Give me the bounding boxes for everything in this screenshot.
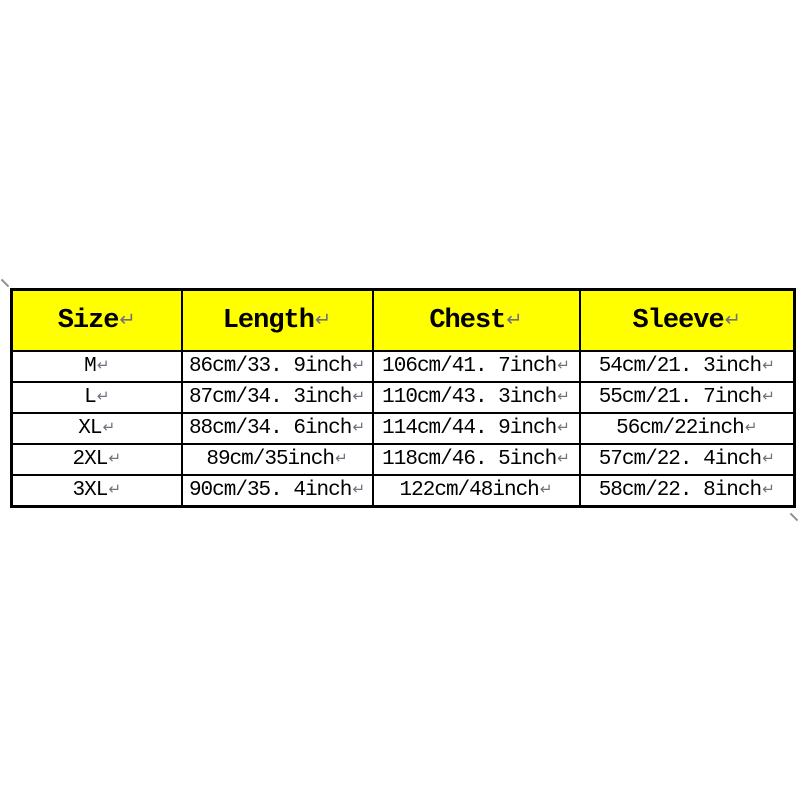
return-mark-icon: ↵ (557, 418, 570, 436)
cell-chest (373, 444, 580, 475)
return-mark-icon: ↵ (762, 356, 775, 374)
cell-text: 122cm/48inch (399, 479, 539, 502)
cell-text: Sleeve (632, 305, 724, 336)
cell-length (182, 475, 373, 507)
cell-size (12, 475, 182, 507)
cell-length (182, 382, 373, 413)
cell-text: 114cm/44. 9inch (382, 417, 557, 440)
return-mark-icon: ↵ (557, 356, 570, 374)
cell-text: 118cm/46. 5inch (382, 448, 557, 471)
column-header-chest (373, 290, 580, 352)
return-mark-icon: ↵ (334, 449, 348, 467)
cell-text: Length (222, 305, 314, 336)
return-mark-icon: ↵ (108, 449, 121, 467)
cell-text: 57cm/22. 4inch (598, 448, 762, 471)
cell-text: 90cm/35. 4inch (188, 479, 352, 502)
cell-chest (373, 413, 580, 444)
cell-text: 106cm/41. 7inch (382, 355, 557, 378)
return-mark-icon: ↵ (352, 356, 366, 374)
cell-length (182, 444, 373, 475)
table-row (12, 475, 795, 507)
cell-text: 88cm/34. 6inch (188, 417, 352, 440)
cell-text: 87cm/34. 3inch (188, 386, 352, 409)
return-mark-icon: ↵ (352, 480, 366, 498)
cell-size (12, 444, 182, 475)
cell-length (182, 351, 373, 382)
cell-text: 89cm/35inch (206, 448, 334, 471)
return-mark-icon: ↵ (762, 387, 775, 405)
cell-size (12, 351, 182, 382)
cell-text: 86cm/33. 9inch (188, 355, 352, 378)
return-mark-icon: ↵ (102, 418, 116, 436)
column-header-length (182, 290, 373, 352)
return-mark-icon: ↵ (557, 449, 570, 467)
return-mark-icon: ↵ (119, 307, 136, 331)
return-mark-icon: ↵ (96, 387, 110, 405)
cell-chest (373, 382, 580, 413)
return-mark-icon: ↵ (762, 449, 775, 467)
table-row (12, 351, 795, 382)
return-mark-icon: ↵ (744, 418, 758, 436)
cell-sleeve (580, 382, 795, 413)
cell-sleeve (580, 475, 795, 507)
cell-text: Chest (429, 305, 506, 336)
return-mark-icon: ↵ (108, 480, 121, 498)
return-mark-icon: ↵ (557, 387, 570, 405)
cell-length (182, 413, 373, 444)
cell-text: Size (57, 305, 119, 336)
column-header-size (12, 290, 182, 352)
cell-sleeve (580, 444, 795, 475)
cell-sleeve (580, 413, 795, 444)
table-row (12, 382, 795, 413)
cell-text: 2XL (72, 448, 108, 471)
cell-text: 55cm/21. 7inch (598, 386, 762, 409)
return-mark-icon: ↵ (762, 480, 775, 498)
return-mark-icon: ↵ (352, 418, 366, 436)
column-header-sleeve (580, 290, 795, 352)
return-mark-icon: ↵ (96, 356, 110, 374)
header-row (12, 290, 795, 352)
resize-mark-bottom-right (790, 513, 798, 521)
cell-text: 54cm/21. 3inch (598, 355, 762, 378)
cell-size (12, 413, 182, 444)
return-mark-icon: ↵ (314, 307, 332, 331)
cell-chest (373, 475, 580, 507)
return-mark-icon: ↵ (724, 307, 741, 331)
cell-text: XL (78, 417, 102, 440)
cell-text: M (84, 355, 96, 378)
table-body (12, 351, 795, 507)
cell-size (12, 382, 182, 413)
table-row (12, 444, 795, 475)
cell-text: L (84, 386, 96, 409)
cell-text: 3XL (72, 479, 108, 502)
return-mark-icon: ↵ (506, 307, 523, 331)
table-row (12, 413, 795, 444)
cell-chest (373, 351, 580, 382)
cell-text: 110cm/43. 3inch (382, 386, 557, 409)
size-chart-table (10, 288, 796, 508)
crop-mark-top-left (1, 279, 9, 287)
return-mark-icon: ↵ (352, 387, 366, 405)
cell-text: 58cm/22. 8inch (598, 479, 762, 502)
cell-sleeve (580, 351, 795, 382)
cell-text: 56cm/22inch (616, 417, 744, 440)
return-mark-icon: ↵ (539, 480, 553, 498)
